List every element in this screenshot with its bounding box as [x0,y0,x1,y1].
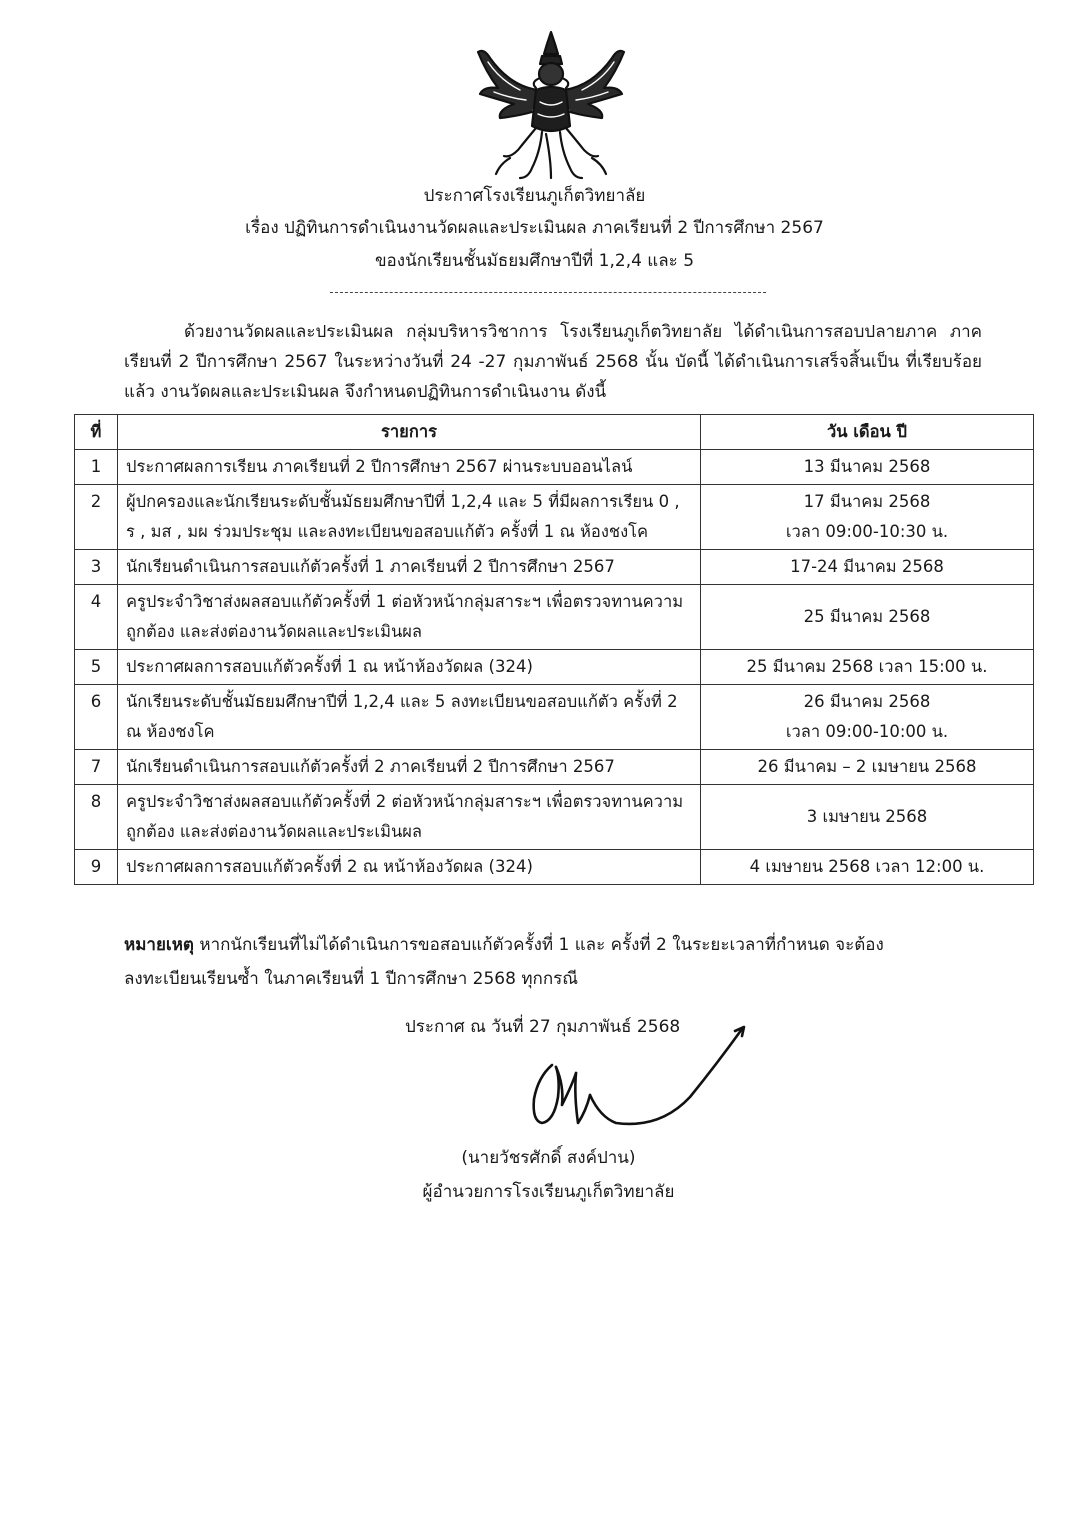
row-date: 25 มีนาคม 2568 เวลา 15:00 น. [701,650,1034,685]
row-date: 17-24 มีนาคม 2568 [701,550,1034,585]
row-item: ผู้ปกครองและนักเรียนระดับชั้นมัธยมศึกษาปีที่ 1,2,4 และ 5 ที่มีผลการเรียน 0 , ร , มส , มผ ร่วมประชุม และลงทะเบียนขอสอบแก้ตัว ครั้งที่ 1 ณ ห้องชงโค [118,485,701,550]
row-date: 3 เมษายน 2568 [701,785,1034,850]
row-time: เวลา 09:00-10:00 น. [785,722,949,741]
row-no: 8 [75,785,118,850]
row-date: 25 มีนาคม 2568 [701,585,1034,650]
table-row [75,650,1034,685]
row-no: 6 [75,685,118,750]
table-row [75,785,1034,850]
table-row [75,850,1034,885]
row-item: ครูประจำวิชาส่งผลสอบแก้ตัวครั้งที่ 1 ต่อหัวหน้ากลุ่มสาระฯ เพื่อตรวจทานความถูกต้อง และส่งต่องานวัดผลและประเมินผล [118,585,701,650]
announce-date: ประกาศ ณ วันที่ 27 กุมภาพันธ์ 2568 [405,1017,681,1037]
row-date-cell [701,685,1034,750]
row-no: 2 [75,485,118,550]
row-item: นักเรียนระดับชั้นมัธยมศึกษาปีที่ 1,2,4 และ 5 ลงทะเบียนขอสอบแก้ตัว ครั้งที่ 2 ณ ห้องชงโค [118,685,701,750]
table-row [75,450,1034,485]
handwritten-signature-icon [520,1025,760,1135]
row-item: ประกาศผลการสอบแก้ตัวครั้งที่ 1 ณ หน้าห้องวัดผล (324) [118,650,701,685]
garuda-emblem-icon [470,28,632,184]
signatory-name: (นายวัชรศักดิ์ สงค์ปาน) [461,1148,636,1168]
row-no: 7 [75,750,118,785]
table-header-row [75,415,1034,450]
row-item: ครูประจำวิชาส่งผลสอบแก้ตัวครั้งที่ 2 ต่อหัวหน้ากลุ่มสาระฯ เพื่อตรวจทานความถูกต้อง และส่งต่องานวัดผลและประเมินผล [118,785,701,850]
row-item: ประกาศผลการเรียน ภาคเรียนที่ 2 ปีการศึกษา 2567 ผ่านระบบออนไลน์ [118,450,701,485]
header-date: วัน เดือน ปี [701,415,1034,450]
row-no: 1 [75,450,118,485]
table-row [75,685,1034,750]
row-date: 26 มีนาคม – 2 เมษายน 2568 [701,750,1034,785]
note-paragraph [124,930,1004,960]
table-row [75,585,1034,650]
announcement-audience: ของนักเรียนชั้นมัธยมศึกษาปีที่ 1,2,4 และ 5 [374,251,695,271]
announcement-title: ประกาศโรงเรียนภูเก็ตวิทยาลัย [423,186,646,206]
intro-paragraph: ด้วยงานวัดผลและประเมินผล กลุ่มบริหารวิชาการ โรงเรียนภูเก็ตวิทยาลัย ได้ดำเนินการสอบปลายภาค ภาคเรียนที่ 2 ปีการศึกษา 2567 ในระหว่างวันที่ 24 -27 กุมภาพันธ์ 2568 นั้น บัดนี้ ได้ดำเนินการเสร็จสิ้นเป็น ที่เรียบร้อยแล้ว งานวัดผลและประเมินผล จึงกำหนดปฏิทินการดำเนินงาน ดังนี้ [124,322,982,402]
row-item: นักเรียนดำเนินการสอบแก้ตัวครั้งที่ 1 ภาคเรียนที่ 2 ปีการศึกษา 2567 [118,550,701,585]
row-no: 4 [75,585,118,650]
row-date: 4 เมษายน 2568 เวลา 12:00 น. [701,850,1034,885]
table-row [75,750,1034,785]
note-label: หมายเหตุ [124,935,194,955]
row-date: 13 มีนาคม 2568 [701,450,1034,485]
row-no: 3 [75,550,118,585]
row-date: 17 มีนาคม 2568 [803,492,931,511]
note-text-line2: ลงทะเบียนเรียนซ้ำ ในภาคเรียนที่ 1 ปีการศึกษา 2568 ทุกกรณี [124,969,579,989]
row-item: นักเรียนดำเนินการสอบแก้ตัวครั้งที่ 2 ภาคเรียนที่ 2 ปีการศึกษา 2567 [118,750,701,785]
header-item: รายการ [118,415,701,450]
signatory-position: ผู้อำนวยการโรงเรียนภูเก็ตวิทยาลัย [422,1182,675,1202]
table-row [75,485,1034,550]
note-text: หากนักเรียนที่ไม่ได้ดำเนินการขอสอบแก้ตัวครั้งที่ 1 และ ครั้งที่ 2 ในระยะเวลาที่กำหนด จะต้อง [199,935,884,955]
row-no: 5 [75,650,118,685]
table-row [75,550,1034,585]
schedule-table [74,414,1034,885]
header-no: ที่ [75,415,118,450]
announcement-subject: เรื่อง ปฏิทินการดำเนินงานวัดผลและประเมินผล ภาคเรียนที่ 2 ปีการศึกษา 2567 [245,218,824,238]
row-date-cell [701,485,1034,550]
row-item: ประกาศผลการสอบแก้ตัวครั้งที่ 2 ณ หน้าห้องวัดผล (324) [118,850,701,885]
row-time: เวลา 09:00-10:30 น. [785,522,949,541]
divider [330,292,766,293]
row-date: 26 มีนาคม 2568 [803,692,931,711]
row-no: 9 [75,850,118,885]
